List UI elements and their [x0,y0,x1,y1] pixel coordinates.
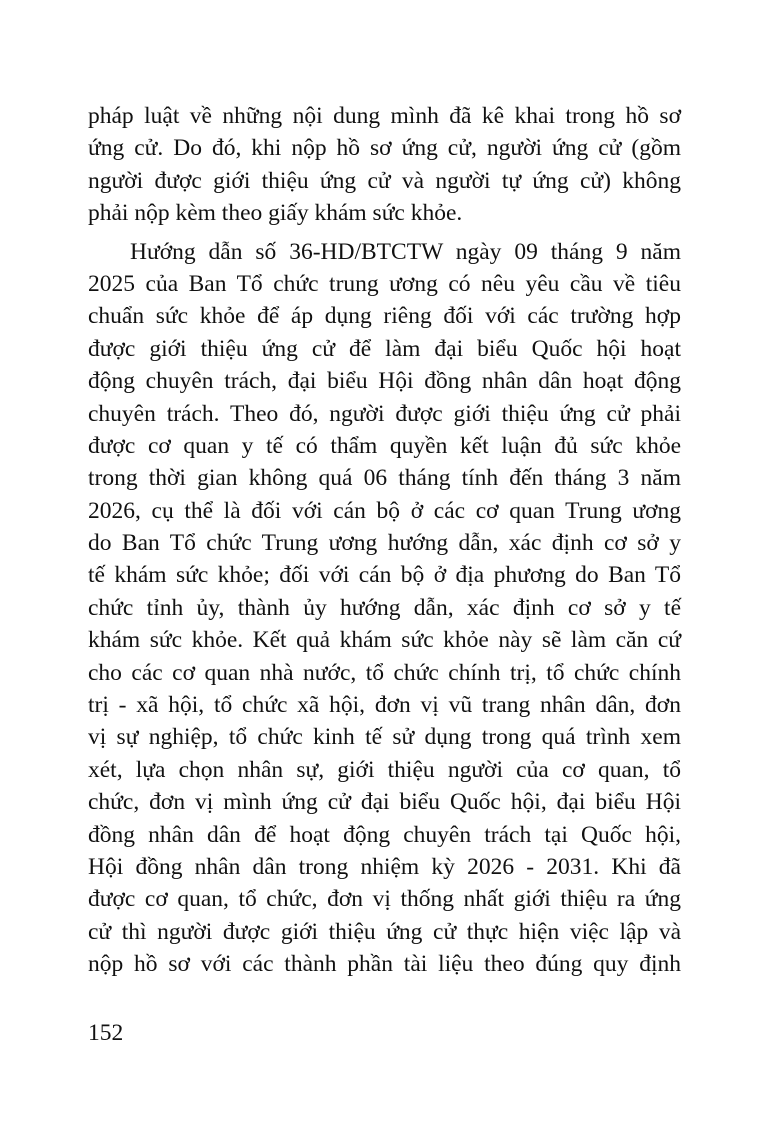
text-line: nộp hồ sơ với các thành phần tài liệu theo đúng quy định [88,951,681,978]
text-line: tế khám sức khỏe; đối với cán bộ ở địa phương do Ban Tổ [88,562,681,589]
text-line: vị sự nghiệp, tổ chức kinh tế sử dụng trong quá trình xem [88,724,681,751]
text-line: đồng nhân dân để hoạt động chuyên trách tại Quốc hội, [88,821,681,848]
text-line: trị - xã hội, tổ chức xã hội, đơn vị vũ trang nhân dân, đơn [88,692,681,719]
text-line: Hội đồng nhân dân trong nhiệm kỳ 2026 - 2031. Khi đã [88,853,681,880]
text-line: cho các cơ quan nhà nước, tổ chức chính trị, tổ chức chính [88,659,681,686]
paragraph [88,236,681,981]
text-line: được cơ quan, tổ chức, đơn vị thống nhất giới thiệu ra ứng [88,886,681,913]
text-line: khám sức khỏe. Kết quả khám sức khỏe này sẽ làm căn cứ [88,627,681,654]
text-line: chuyên trách. Theo đó, người được giới thiệu ứng cử phải [88,400,681,427]
text-line: pháp luật về những nội dung mình đã kê khai trong hồ sơ [88,103,681,129]
text-line: người được giới thiệu ứng cử và người tự ứng cử) không [88,167,681,194]
text-line: chức tỉnh ủy, thành ủy hướng dẫn, xác định cơ sở y tế [88,594,681,621]
text-line: Hướng dẫn số 36-HD/BTCTW ngày 09 tháng 9 năm [130,238,681,265]
text-line: được giới thiệu ứng cử để làm đại biểu Quốc hội hoạt [88,335,681,362]
page-number: 152 [88,1020,124,1046]
body-text [88,100,681,981]
text-line: cử thì người được giới thiệu ứng cử thực hiện việc lập và [88,918,681,945]
text-line: chức, đơn vị mình ứng cử đại biểu Quốc hội, đại biểu Hội [88,789,681,816]
text-line: 2026, cụ thể là đối với cán bộ ở các cơ quan Trung ương [88,497,681,524]
paragraph [88,100,681,230]
text-line: ứng cử. Do đó, khi nộp hồ sơ ứng cử, người ứng cử (gồm [88,135,681,162]
text-line: phải nộp kèm theo giấy khám sức khỏe. [88,200,463,227]
text-line: chuẩn sức khỏe để áp dụng riêng đối với các trường hợp [88,303,681,330]
text-line: động chuyên trách, đại biểu Hội đồng nhân dân hoạt động [88,368,681,395]
text-line: do Ban Tổ chức Trung ương hướng dẫn, xác định cơ sở y [88,530,681,557]
text-line: được cơ quan y tế có thẩm quyền kết luận đủ sức khỏe [88,432,681,459]
text-line: trong thời gian không quá 06 tháng tính đến tháng 3 năm [88,465,681,492]
text-line: xét, lựa chọn nhân sự, giới thiệu người của cơ quan, tổ [88,756,681,783]
text-line: 2025 của Ban Tổ chức trung ương có nêu yêu cầu về tiêu [88,270,681,297]
